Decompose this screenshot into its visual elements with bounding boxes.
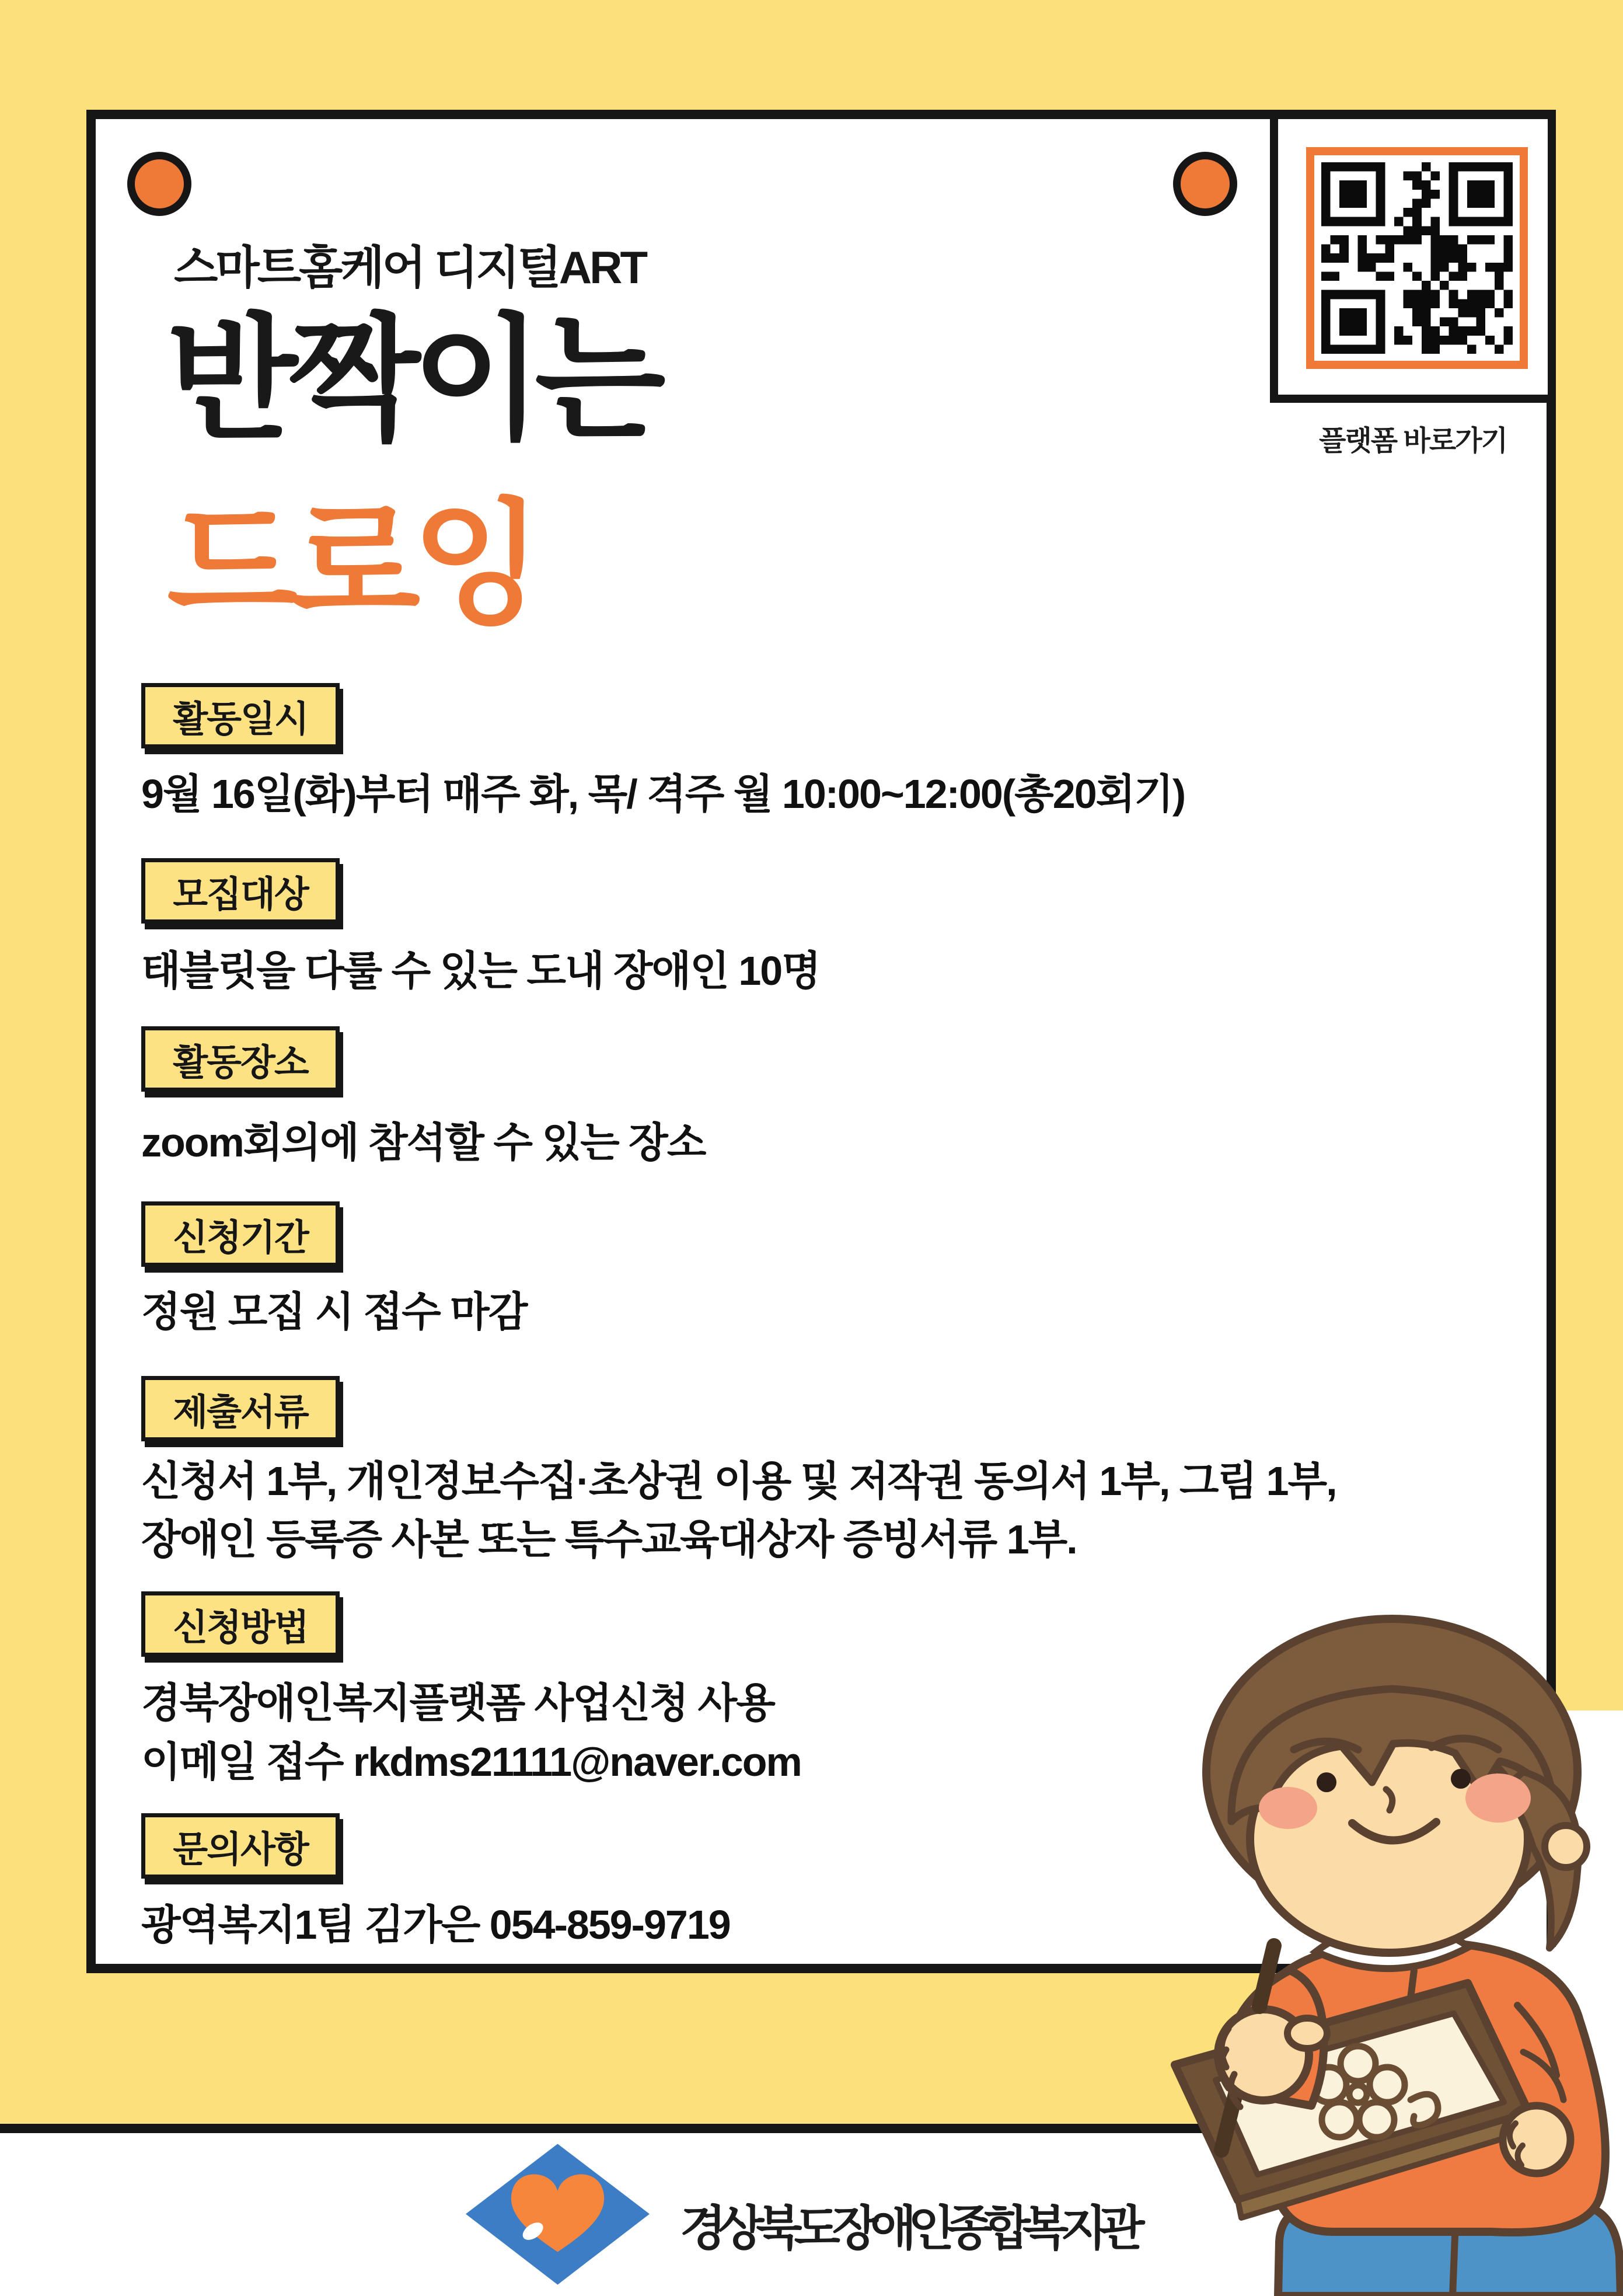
section-label-place: 활동장소 — [141, 1026, 340, 1092]
section-label-apply: 신청방법 — [141, 1591, 340, 1657]
section-text-contact: 광역복지1팀 김가은 054-859-9719 — [141, 1902, 730, 1947]
section-text-apply-1: 경북장애인복지플랫폼 사업신청 사용 — [141, 1680, 774, 1726]
organization-name: 경상북도장애인종합복지관 — [680, 2202, 1137, 2255]
section-text-schedule: 9월 16일(화)부터 매주 화, 목/ 격주 월 10:00~12:00(총20회기) — [141, 771, 1185, 817]
section-text-period: 정원 모집 시 접수 마감 — [141, 1289, 527, 1335]
section-label-contact: 문의사항 — [141, 1813, 340, 1879]
organization-logo-icon — [466, 2144, 650, 2285]
section-label-documents: 제출서류 — [141, 1376, 340, 1441]
boy-drawing-illustration — [1141, 1597, 1623, 2296]
page-title-line1: 반짝이는 — [167, 304, 658, 455]
page-title-line2: 드로잉 — [167, 489, 535, 640]
qr-box — [1270, 111, 1556, 403]
section-label-period: 신청기간 — [141, 1201, 340, 1267]
program-subtitle: 스마트홈케어 디지털ART — [174, 242, 646, 293]
qr-code — [1306, 147, 1528, 369]
section-text-documents-1: 신청서 1부, 개인정보수집·초상권 이용 및 저작권 동의서 1부, 그림 1부, — [141, 1458, 1336, 1504]
qr-caption: 플랫폼 바로가기 — [1319, 426, 1507, 457]
section-label-schedule: 활동일시 — [141, 683, 340, 748]
orange-dot-right — [1173, 152, 1237, 216]
section-label-target: 모집대상 — [141, 858, 340, 924]
orange-dot-left — [127, 152, 191, 216]
section-text-apply-2: 이메일 접수 rkdms21111@naver.com — [141, 1739, 801, 1785]
section-text-place: zoom회의에 참석할 수 있는 장소 — [141, 1120, 706, 1165]
section-text-documents-2: 장애인 등록증 사본 또는 특수교육대상자 증빙서류 1부. — [141, 1517, 1077, 1562]
section-text-target: 태블릿을 다룰 수 있는 도내 장애인 10명 — [141, 948, 820, 994]
